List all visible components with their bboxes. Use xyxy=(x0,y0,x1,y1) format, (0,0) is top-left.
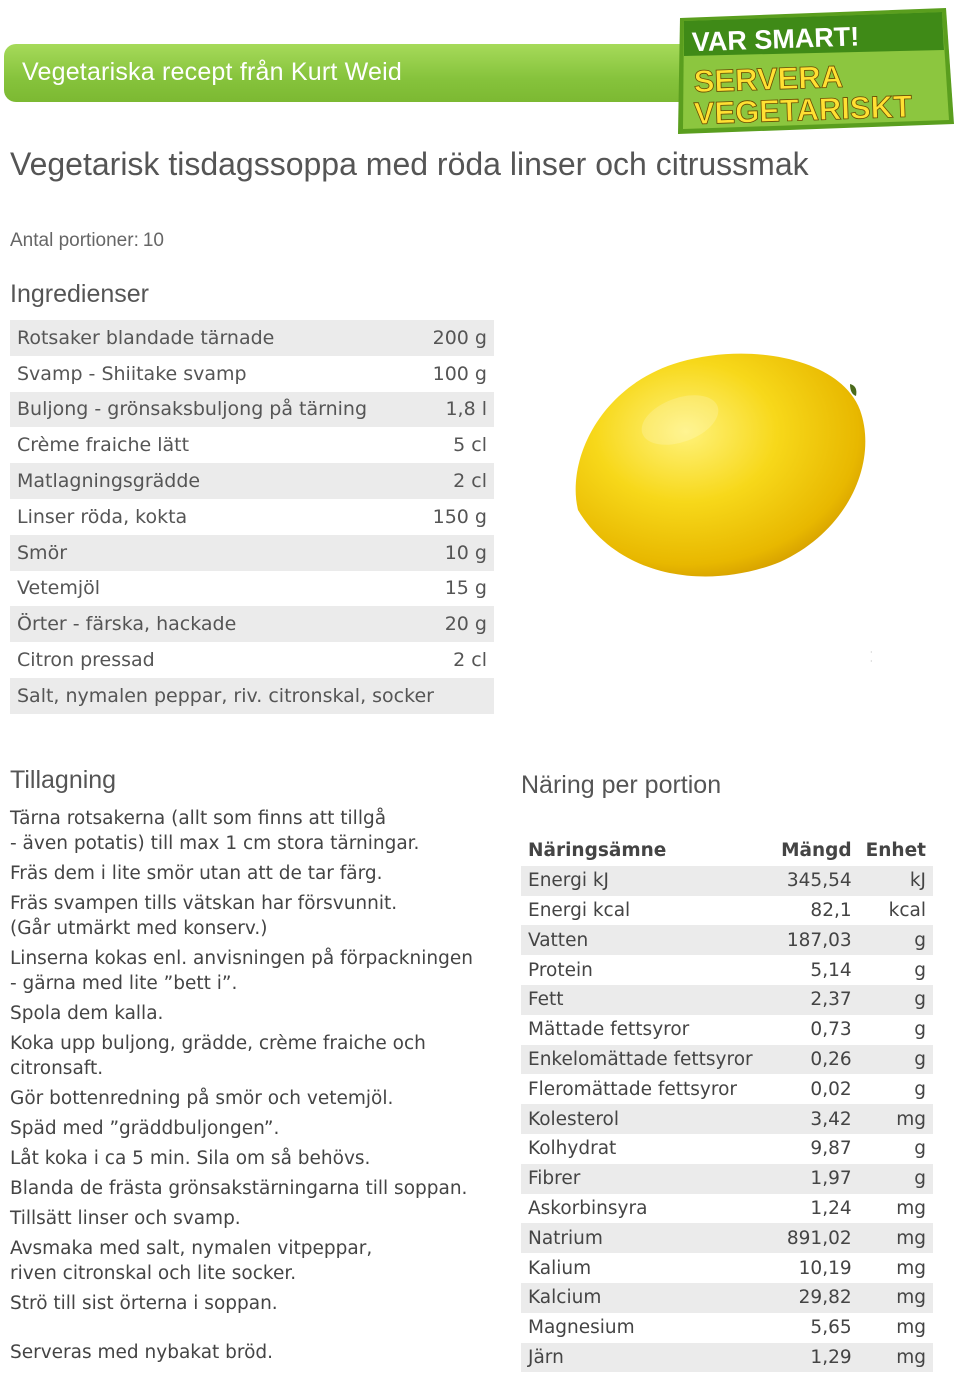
column-header-nutrient: Näringsämne xyxy=(528,840,667,862)
ingredient-amount: 1,8 l xyxy=(390,392,494,428)
nutrient-unit: g xyxy=(914,1019,926,1041)
ingredient-amount: 2 cl xyxy=(453,649,487,672)
table-row xyxy=(10,571,494,607)
nutrient-unit: mg xyxy=(896,1197,926,1219)
preparation-heading: Tillagning xyxy=(10,766,117,794)
ingredients-table xyxy=(10,320,494,714)
nutrient-value: 1,97 xyxy=(765,1164,859,1194)
header-title: Vegetariska recept från Kurt Weid xyxy=(22,58,402,86)
nutrient-unit: mg xyxy=(896,1317,926,1339)
step-text: Fräs svampen tills vätskan har försvunnit. (Går utmärkt med konserv.) xyxy=(10,893,398,939)
lemon-photo xyxy=(560,340,890,590)
table-row xyxy=(521,1253,933,1283)
nutrient-value: 10,19 xyxy=(798,1257,852,1279)
nutrient-name: Protein xyxy=(528,959,593,981)
nutrient-unit: mg xyxy=(859,1104,933,1134)
nutrient-name: Kolhydrat xyxy=(528,1138,617,1160)
table-row xyxy=(521,1313,933,1343)
table-row xyxy=(10,678,494,714)
nutrient-name: Kalium xyxy=(528,1257,592,1279)
nutrient-value: 9,87 xyxy=(810,1138,852,1160)
nutrient-value: 0,73 xyxy=(810,1019,852,1041)
nutrient-name: Fett xyxy=(521,985,765,1015)
nutrient-value: 0,26 xyxy=(765,1045,859,1075)
column-header-unit: Enhet xyxy=(865,840,926,862)
step-text: Blanda de frästa grönsakstärningarna till soppan. xyxy=(10,1178,468,1199)
nutrient-unit: g xyxy=(914,1138,926,1160)
table-row xyxy=(521,1104,933,1134)
nutrient-name: Vatten xyxy=(521,925,765,955)
nutrient-unit: mg xyxy=(859,1343,933,1373)
nutrient-name: Fibrer xyxy=(521,1164,765,1194)
ingredients-heading: Ingredienser xyxy=(10,280,149,308)
step-text: Linserna kokas enl. anvisningen på förpackningen - gärna med lite ”bett i”. xyxy=(10,948,473,994)
table-row xyxy=(521,955,933,985)
nutrition-table xyxy=(521,836,933,1372)
ingredient-name: Örter - färska, hackade xyxy=(10,606,390,642)
nutrient-name: Kolesterol xyxy=(521,1104,765,1134)
nutrient-name: Kalcium xyxy=(521,1283,765,1313)
ingredient-name: Smör xyxy=(10,535,390,571)
nutrient-name: Järn xyxy=(521,1343,765,1373)
nutrient-value: 345,54 xyxy=(765,866,859,896)
nutrient-value: 3,42 xyxy=(765,1104,859,1134)
table-row xyxy=(521,1283,933,1313)
nutrient-unit: g xyxy=(914,959,926,981)
table-row xyxy=(521,1164,933,1194)
table-row xyxy=(10,642,494,678)
nutrient-name: Askorbinsyra xyxy=(528,1197,648,1219)
serving-suggestion: Serveras med nybakat bröd. xyxy=(10,1342,274,1363)
table-row xyxy=(521,1045,933,1075)
ingredient-amount: 100 g xyxy=(432,362,487,385)
ingredient-amount: 20 g xyxy=(390,606,494,642)
step-text: Låt koka i ca 5 min. Sila om så behövs. xyxy=(10,1148,371,1169)
ingredient-name: Svamp - Shiitake svamp xyxy=(17,362,247,385)
portions-line xyxy=(10,230,164,252)
table-row xyxy=(521,1194,933,1224)
step-text: Gör bottenredning på smör och vetemjöl. xyxy=(10,1088,394,1109)
nutrient-unit: g xyxy=(859,925,933,955)
table-row xyxy=(521,1134,933,1164)
portions-label: Antal portioner: xyxy=(10,230,139,251)
table-row xyxy=(521,1343,933,1373)
ingredient-name: Vetemjöl xyxy=(17,577,101,600)
badge-line1: VAR SMART! xyxy=(691,21,860,58)
nutrient-value: 1,29 xyxy=(765,1343,859,1373)
nutrient-unit: mg xyxy=(859,1223,933,1253)
nutrient-value: 82,1 xyxy=(810,899,852,921)
table-row xyxy=(521,1074,933,1104)
badge-graphic xyxy=(674,6,956,136)
step-text: Avsmaka med salt, nymalen vitpeppar, riven citronskal och lite socker. xyxy=(10,1238,373,1284)
table-row xyxy=(10,356,494,392)
nutrient-unit: kJ xyxy=(859,866,933,896)
step-text: Tillsätt linser och svamp. xyxy=(10,1208,241,1229)
step-text: Strö till sist örterna i soppan. xyxy=(10,1293,278,1314)
table-row xyxy=(10,535,494,571)
ingredient-name: Buljong - grönsaksbuljong på tärning xyxy=(10,392,390,428)
ingredient-amount: 15 g xyxy=(444,577,487,600)
table-row xyxy=(10,499,494,535)
ingredient-amount: 200 g xyxy=(390,320,494,356)
nutrient-unit: g xyxy=(859,985,933,1015)
ingredient-name: Citron pressad xyxy=(17,649,155,672)
badge-line2: SERVERA xyxy=(693,58,844,100)
table-row xyxy=(10,320,494,356)
step-text: Koka upp buljong, grädde, crème fraiche och citronsaft. xyxy=(10,1033,426,1079)
step-text: Späd med ”gräddbuljongen”. xyxy=(10,1118,280,1139)
table-row xyxy=(521,866,933,896)
table-row xyxy=(521,925,933,955)
step-text: Tärna rotsakerna (allt som finns att tillgå - även potatis) till max 1 cm stora tärningar. xyxy=(10,808,420,854)
step-text: Fräs dem i lite smör utan att de tar färg. xyxy=(10,863,383,884)
table-row xyxy=(10,392,494,428)
nutrient-unit: mg xyxy=(859,1283,933,1313)
table-row xyxy=(10,463,494,499)
ingredient-amount: 150 g xyxy=(432,505,487,528)
ingredient-amount: 2 cl xyxy=(390,463,494,499)
nutrient-unit: mg xyxy=(896,1257,926,1279)
nutrient-name: Enkelomättade fettsyror xyxy=(521,1045,765,1075)
ingredient-name: Rotsaker blandade tärnade xyxy=(10,320,390,356)
preparation-steps xyxy=(10,806,490,1321)
ingredient-name: Linser röda, kokta xyxy=(17,505,188,528)
nutrient-name: Mättade fettsyror xyxy=(528,1019,690,1041)
table-row xyxy=(521,1223,933,1253)
nutrient-unit: g xyxy=(914,1078,926,1100)
nutrient-unit: g xyxy=(859,1045,933,1075)
nutrient-value: 891,02 xyxy=(765,1223,859,1253)
decorative-dots: · · xyxy=(870,648,903,666)
badge-line3: VEGETARISKT xyxy=(693,88,913,132)
lemon-image xyxy=(560,340,890,590)
nutrient-name: Natrium xyxy=(521,1223,765,1253)
nutrient-name: Magnesium xyxy=(528,1317,635,1339)
table-row xyxy=(521,896,933,926)
table-row xyxy=(521,985,933,1015)
ingredient-name: Salt, nymalen peppar, riv. citronskal, socker xyxy=(10,678,494,714)
ingredient-name: Crème fraiche lätt xyxy=(17,434,190,457)
nutrient-value: 0,02 xyxy=(810,1078,852,1100)
column-header-amount: Mängd xyxy=(781,840,852,862)
portions-value: 10 xyxy=(142,230,164,251)
step-text: Spola dem kalla. xyxy=(10,1003,164,1024)
table-row xyxy=(521,1015,933,1045)
nutrition-heading: Näring per portion xyxy=(521,771,722,799)
nutrient-value: 2,37 xyxy=(765,985,859,1015)
table-header-row xyxy=(521,836,933,866)
recipe-title: Vegetarisk tisdagssoppa med röda linser och citrussmak xyxy=(10,146,809,182)
var-smart-badge xyxy=(674,6,956,136)
ingredient-amount: 10 g xyxy=(390,535,494,571)
nutrient-value: 1,24 xyxy=(810,1197,852,1219)
nutrient-value: 5,65 xyxy=(810,1317,852,1339)
table-row xyxy=(10,606,494,642)
nutrient-value: 5,14 xyxy=(810,959,852,981)
nutrient-name: Energi kJ xyxy=(521,866,765,896)
nutrient-unit: kcal xyxy=(888,899,926,921)
nutrient-name: Fleromättade fettsyror xyxy=(528,1078,738,1100)
table-row xyxy=(10,427,494,463)
nutrient-name: Energi kcal xyxy=(528,899,631,921)
ingredient-name: Matlagningsgrädde xyxy=(10,463,390,499)
nutrient-value: 29,82 xyxy=(765,1283,859,1313)
ingredient-amount: 5 cl xyxy=(453,434,487,457)
nutrient-unit: g xyxy=(859,1164,933,1194)
nutrient-value: 187,03 xyxy=(765,925,859,955)
